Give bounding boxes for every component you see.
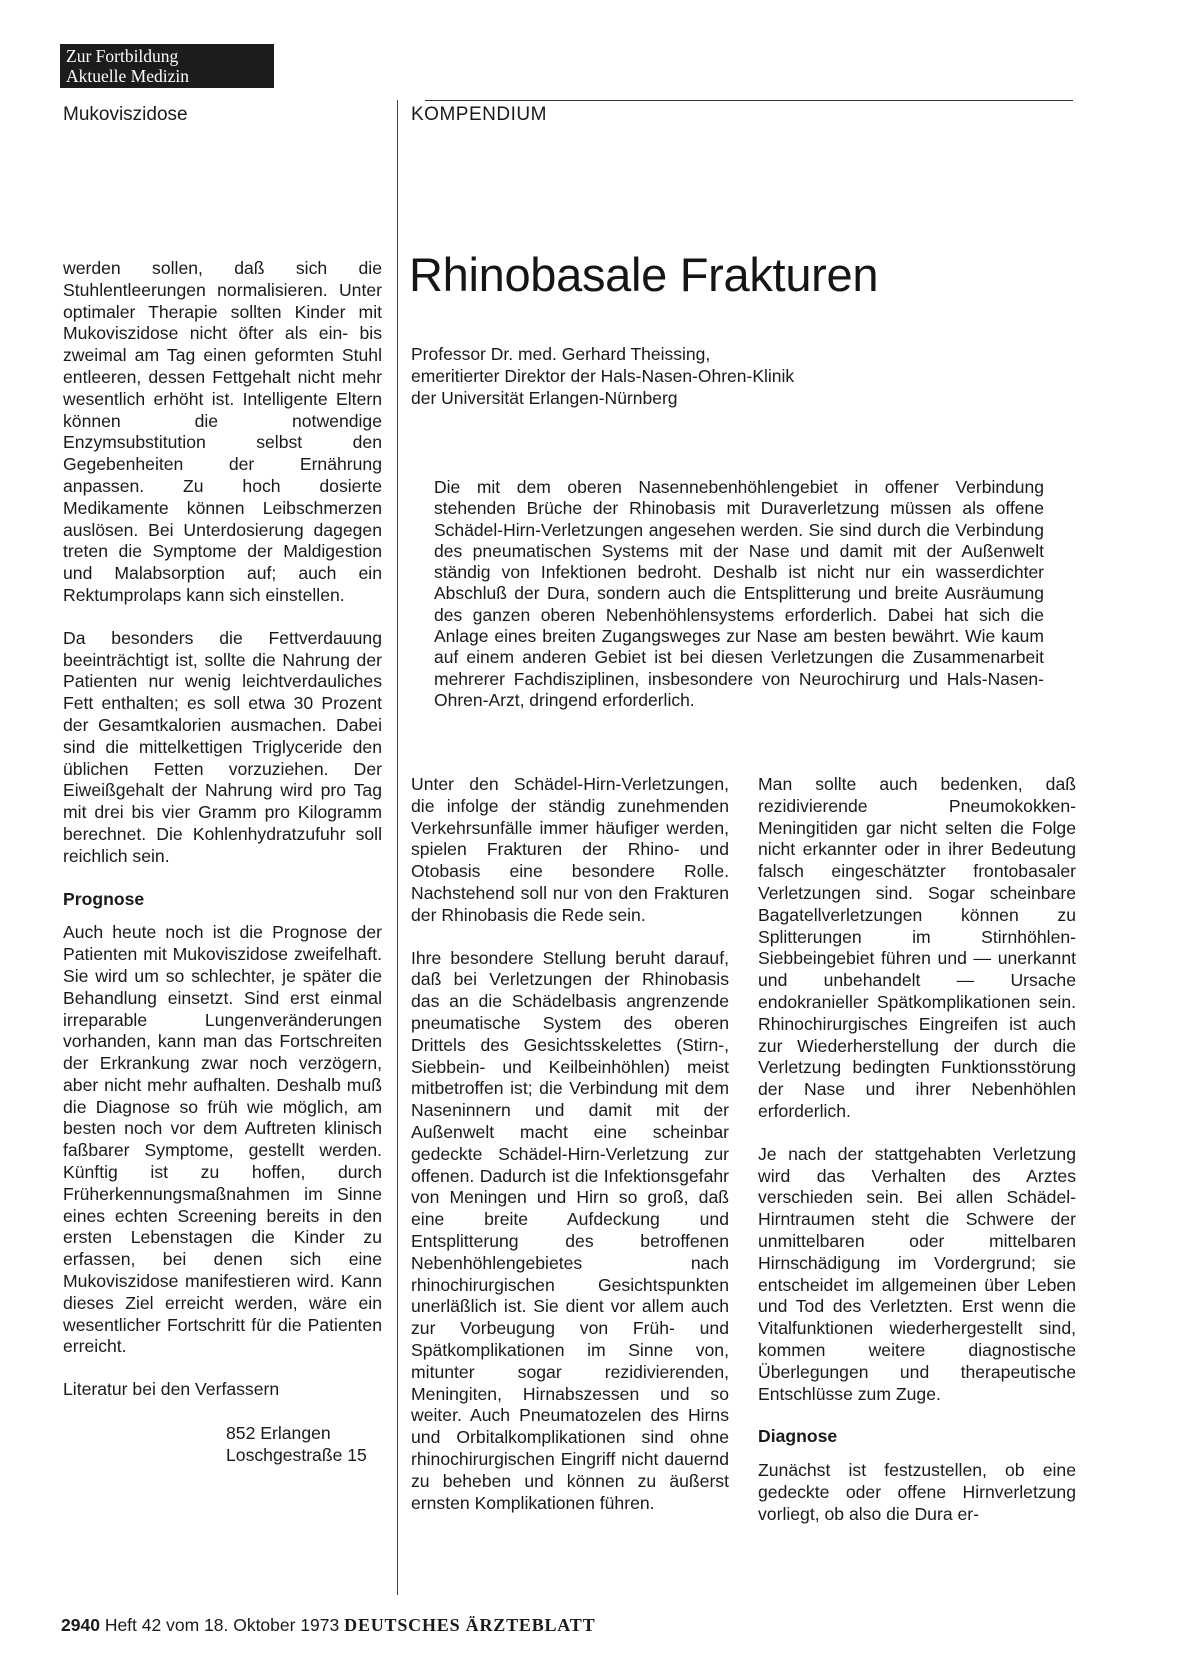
- right-column: [758, 774, 1076, 1547]
- left-column: [63, 258, 382, 1466]
- paragraph: Je nach der stattgehabten Verletzung wird das Verhalten des Arztes verschieden sein. Bei allen Schädel-Hirntraumen steht die Schwere der unmittelbaren oder mittelbaren Hirnschädigung im Vordergrund; sie entscheidet im allgemeinen über Leben und Tod des Verletzten. Erst wenn die Vitalfunktionen wiederhergestellt sind, kommen weitere diagnostische Überlegungen und therapeutische Entschlüsse zum Zuge.: [758, 1143, 1076, 1404]
- page-footer: [61, 1615, 595, 1636]
- header-rule: [425, 100, 1073, 101]
- section-heading-prognose: Prognose: [63, 888, 145, 909]
- author-name: Professor Dr. med. Gerhard Theissing,: [411, 344, 711, 364]
- author-address: [63, 1422, 382, 1466]
- column-divider: [397, 100, 398, 1595]
- literature-note: Literatur bei den Verfassern: [63, 1379, 280, 1400]
- section-heading-diagnose: Diagnose: [758, 1426, 838, 1447]
- paragraph: Unter den Schädel-Hirn-Verletzungen, die infolge der ständig zunehmenden Verkehrsunfälle immer häufiger werden, spielen Frakturen der Rhino- und Otobasis eine besondere Rolle. Nachstehend soll nur von den Frakturen der Rhinobasis die Rede sein.: [411, 774, 729, 925]
- page-number: 2940: [61, 1615, 100, 1635]
- journal-name: DEUTSCHES ÄRZTEBLATT: [344, 1615, 596, 1635]
- badge-line-1: Zur Fortbildung: [66, 46, 179, 66]
- section-label: Mukoviszidose: [63, 104, 188, 125]
- paragraph: Ihre besondere Stellung beruht darauf, daß bei Verletzungen der Rhinobasis das an die Schädelbasis angrenzende pneumatische System des oberen Drittels des Gesichtsskelettes (Stirn-, Siebbein- und Keilbeinhöhlen) meist mitbetroffen ist; die Verbindung mit dem Naseninnern und damit mit der Außenwelt macht eine scheinbar gedeckte Schädel-Hirn-Verletzung zur offenen. Dadurch ist die Infektionsgefahr von Meningen und Hirn so groß, daß eine breite Aufdeckung und Entsplitterung des betroffenen Nebenhöhlengebietes nach rhinochirurgischen Gesichtspunkten unerläßlich ist. Sie dient vor allem auch zur Vorbeugung von Früh- und Spätkomplikationen im Sinne von, mitunter sogar rezidivierenden, Meningiten, Hirnabszessen und so weiter. Auch Pneumatozelen des Hirns und Orbitalkomplikationen sind ohne rhinochirurgischen Eingriff nicht dauernd zu beheben und können zu äußerst ernsten Komplikationen führen.: [411, 947, 729, 1513]
- author-block: [411, 343, 794, 409]
- middle-column: [411, 774, 729, 1535]
- issue-info: Heft 42 vom 18. Oktober 1973: [104, 1615, 340, 1635]
- paragraph: werden sollen, daß sich die Stuhlentleerungen normalisieren. Unter optimaler Therapie sollten Kinder mit Mukoviszidose nicht öfter als ein- bis zweimal am Tag einen geformten Stuhl entleeren, dessen Fettgehalt nicht mehr wesentlich erhöht ist. Intelligente Eltern können die notwendige Enzymsubstitution selbst den Gegebenheiten der Ernährung anpassen. Zu hoch dosierte Medikamente können Leibschmerzen auslösen. Bei Unterdosierung dagegen treten die Symptome der Maldigestion und Malabsorption auf; auch ein Rektumprolaps kann sich einstellen.: [63, 258, 382, 605]
- article-abstract: Die mit dem oberen Nasennebenhöhlengebiet in offener Verbindung stehenden Brüche der Rhinobasis mit Duraverletzung müssen als offene Schädel-Hirn-Verletzungen angesehen werden. Sie sind durch die Verbindung des pneumatischen Systems mit der Nase und damit mit der Außenwelt ständig von Infektionen bedroht. Deshalb ist nicht nur ein wasserdichter Abschluß der Dura, sondern auch die Entsplitterung und breite Ausräumung des ganzen oberen Nebenhöhlensystems erforderlich. Dabei hat sich die Anlage eines breiten Zugangsweges zur Nase am besten bewährt. Wie kaum auf einem anderen Gebiet ist bei diesen Verletzungen die Zusammenarbeit mehrerer Fachdisziplinen, insbesondere von Neurochirurg und Hals-Nasen-Ohren-Arzt, dringend erforderlich.: [434, 477, 1044, 710]
- address-street: Loschgestraße 15: [226, 1445, 367, 1466]
- author-institution: der Universität Erlangen-Nürnberg: [411, 388, 678, 408]
- paragraph: Zunächst ist festzustellen, ob eine gedeckte oder offene Hirnverletzung vorliegt, ob also die Dura er-: [758, 1460, 1076, 1524]
- address-city: 852 Erlangen: [226, 1423, 331, 1444]
- series-badge: [60, 44, 274, 88]
- author-affiliation: emeritierter Direktor der Hals-Nasen-Ohren-Klinik: [411, 366, 795, 386]
- paragraph: Auch heute noch ist die Prognose der Patienten mit Mukoviszidose zweifelhaft. Sie wird um so schlechter, je später die Behandlung einsetzt. Sind erst einmal irreparable Lungenveränderungen vorhanden, kann man das Fortschreiten der Erkrankung zwar noch verzögern, aber nicht mehr aufhalten. Deshalb muß die Diagnose so früh wie möglich, am besten noch vor dem Auftreten klinisch faßbarer Symptome, gestellt werden. Künftig ist zu hoffen, durch Früherkennungsmaßnahmen im Sinne eines echten Screening bereits in den ersten Lebenstagen die Kinder zu erfassen, bei denen sich eine Mukoviszidose manifestieren wird. Kann dieses Ziel erreicht werden, wäre ein wesentlicher Fortschritt für die Patienten erreicht.: [63, 922, 382, 1357]
- paragraph: Man sollte auch bedenken, daß rezidivierende Pneumokokken-Meningitiden gar nicht selten die Folge nicht erkannter oder in ihrer Bedeutung falsch eingeschätzter frontobasaler Verletzungen sind. Sogar scheinbare Bagatellverletzungen können zu Splitterungen im Stirnhöhlen-Siebbeingebiet führen und — unerkannt und unbehandelt — Ursache endokranieller Spätkomplikationen sein. Rhinochirurgisches Eingreifen ist auch zur Wiederherstellung der durch die Verletzung bedingten Funktionsstörung der Nase und ihrer Nebenhöhlen erforderlich.: [758, 774, 1076, 1121]
- badge-line-2: Aktuelle Medizin: [66, 66, 189, 86]
- category-label: KOMPENDIUM: [411, 104, 547, 125]
- paragraph: Da besonders die Fettverdauung beeinträchtigt ist, sollte die Nahrung der Patienten nur wenig leichtverdauliches Fett enthalten; es soll etwa 30 Prozent der Gesamtkalorien ausmachen. Dabei sind die mittelkettigen Triglyceride den üblichen Fetten vorzuziehen. Der Eiweißgehalt der Nahrung wird pro Tag mit drei bis vier Gramm pro Kilogramm berechnet. Die Kohlenhydratzufuhr soll reichlich sein.: [63, 627, 382, 866]
- article-title: Rhinobasale Frakturen: [409, 248, 879, 301]
